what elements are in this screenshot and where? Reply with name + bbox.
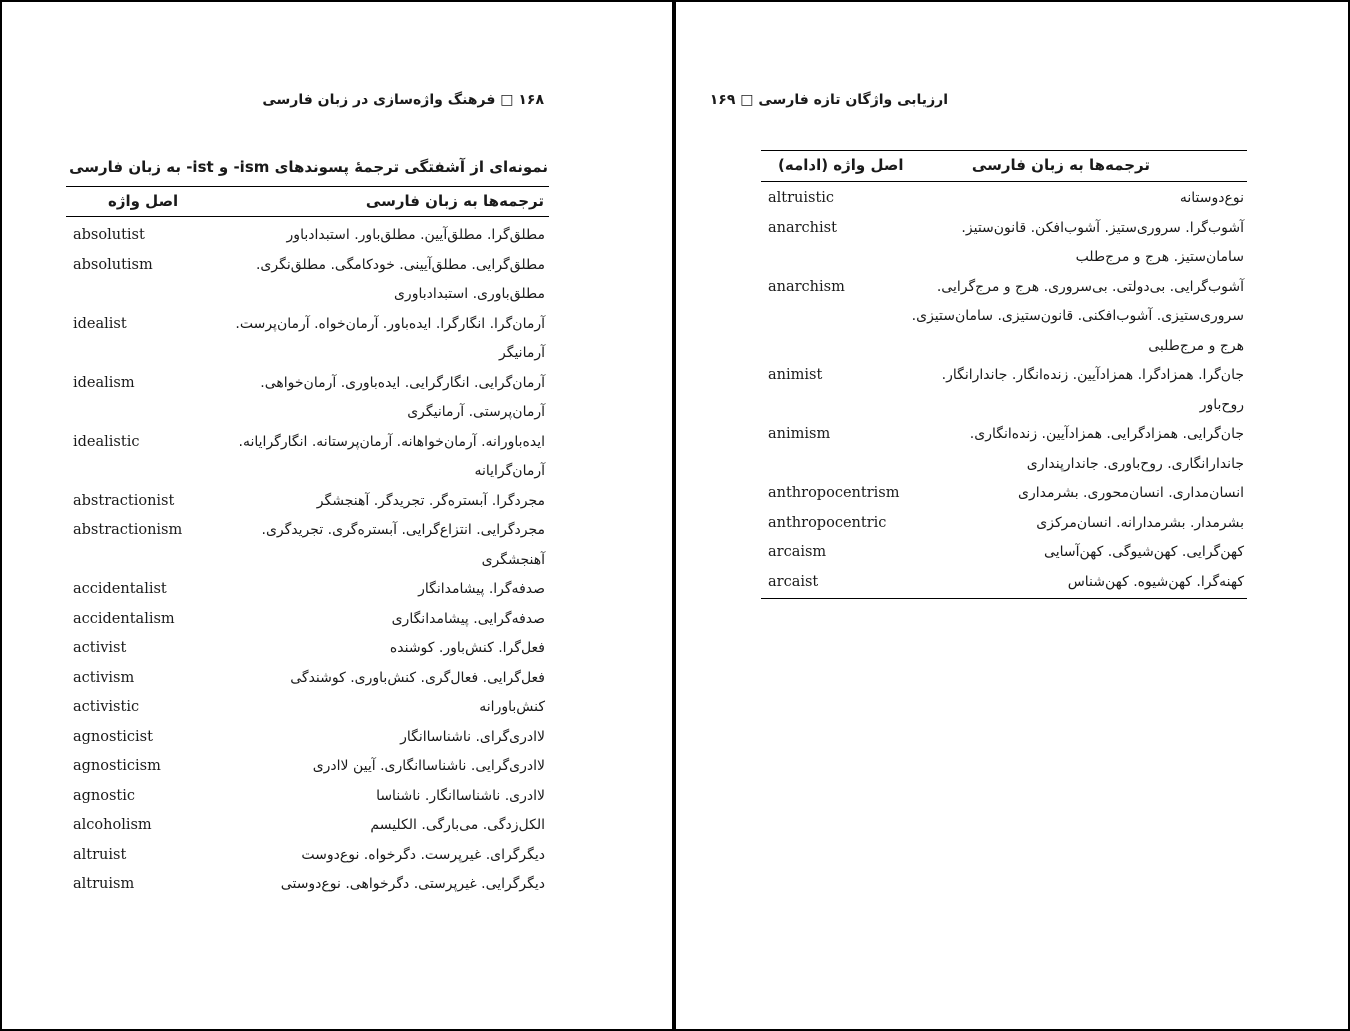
translation-line: دیگرگرای. غیرپرست. دگرخواه. نوع‌دوست xyxy=(301,846,545,863)
source-word: absolutist xyxy=(73,227,145,243)
source-word: altruist xyxy=(73,846,127,863)
translation-line: مطلق‌گرایی. مطلق‌آیینی. خودکامگی. مطلق‌نگری. xyxy=(255,256,545,273)
translation-line: آشوب‌گرایی. بی‌دولتی. بی‌سروری. هرج و مرج‌گرایی. xyxy=(936,278,1244,295)
source-word: animism xyxy=(768,426,831,442)
table-bottom-rule xyxy=(761,598,1247,599)
header-bottom-rule xyxy=(761,181,1247,182)
source-word: abstractionist xyxy=(73,492,175,509)
source-word: idealist xyxy=(73,315,127,332)
translation-line: ایده‌باورانه. آرمان‌خواهانه. آرمان‌پرستانه. انگارگرایانه. xyxy=(238,433,545,450)
persian-translations xyxy=(390,634,545,664)
translation-line: فعل‌گرا. کنش‌باور. کوشنده xyxy=(389,640,545,656)
entry-row xyxy=(768,273,1244,362)
persian-translations xyxy=(1036,509,1244,539)
persian-translations xyxy=(1018,479,1244,509)
translation-line: آرمان‌پرستی. آرمانیگری xyxy=(407,404,545,420)
source-word: anthropocentrism xyxy=(768,485,900,501)
entry-row xyxy=(73,811,545,841)
persian-translations xyxy=(912,273,1244,362)
right-entry-list xyxy=(768,184,1244,597)
entry-row xyxy=(73,605,545,635)
entry-row xyxy=(73,221,545,251)
persian-translations xyxy=(317,487,545,517)
persian-translations xyxy=(239,428,545,487)
source-word: alcoholism xyxy=(73,817,152,833)
translation-line: آرمان‌گرایانه xyxy=(474,463,545,479)
entry-row xyxy=(73,369,545,428)
right-page xyxy=(676,0,1350,1031)
persian-translations xyxy=(235,310,545,369)
entry-row xyxy=(73,575,545,605)
entry-row xyxy=(768,184,1244,214)
persian-translations xyxy=(376,782,545,812)
source-word: anthropocentric xyxy=(768,514,887,531)
source-word: accidentalism xyxy=(73,610,175,627)
entry-row xyxy=(73,723,545,753)
source-word: anarchist xyxy=(768,219,837,236)
persian-translations xyxy=(260,369,545,428)
entry-row xyxy=(73,634,545,664)
entry-row xyxy=(73,841,545,871)
col-header-source: اصل واژه (ادامه) xyxy=(778,156,904,174)
translation-line: جان‌گرا. همزادگرا. همزادآیین. زنده‌انگار. جاندارانگار. xyxy=(941,367,1244,383)
persian-translations xyxy=(1068,568,1244,598)
entry-row xyxy=(73,310,545,369)
right-running-head: ارزیابی واژگان تازه فارسی □ ۱۶۹ xyxy=(709,92,948,108)
source-word: anarchism xyxy=(768,278,845,295)
translation-line: فعل‌گرایی. فعال‌گری. کنش‌باوری. کوشندگی xyxy=(290,669,545,686)
translation-line: آهنجشگری xyxy=(481,551,545,568)
entry-row xyxy=(768,214,1244,273)
source-word: altruism xyxy=(73,876,135,892)
entry-row xyxy=(73,693,545,723)
persian-translations xyxy=(290,664,545,694)
entry-row xyxy=(768,361,1244,420)
left-running-head: ۱۶۸ □ فرهنگ واژه‌سازی در زبان فارسی xyxy=(262,92,544,108)
translation-line: آرمانیگر xyxy=(499,345,545,361)
translation-line: نوع‌دوستانه xyxy=(1179,190,1244,206)
translation-line: صدفه‌گرا. پیشامدانگار xyxy=(418,581,545,597)
table-top-rule xyxy=(761,150,1247,151)
entry-row xyxy=(73,752,545,782)
left-page xyxy=(0,0,672,1031)
translation-line: جان‌گرایی. همزادگرایی. همزادآیین. زنده‌انگاری. xyxy=(969,426,1244,442)
persian-translations xyxy=(392,605,545,635)
source-word: abstractionism xyxy=(73,522,183,538)
table-title: نمونه‌ای از آشفتگی ترجمهٔ پسوندهای ism- و ist- به زبان فارسی xyxy=(69,158,548,176)
persian-translations xyxy=(479,693,545,723)
persian-translations xyxy=(400,723,545,753)
translation-line: آشوب‌گرا. سروری‌ستیز. آشوب‌افکن. قانون‌ستیز. xyxy=(961,219,1244,236)
header-bottom-rule xyxy=(66,216,549,217)
persian-translations xyxy=(970,420,1244,479)
translation-line: لاادری‌گرایی. ناشناساانگاری. آیین لاادری xyxy=(312,758,545,774)
translation-line: کهنه‌گرا. کهن‌شیوه. کهن‌شناس xyxy=(1067,573,1244,590)
entry-row xyxy=(73,251,545,310)
source-word: idealistic xyxy=(73,433,140,450)
translation-line: الکل‌زدگی. می‌بارگی. الکلیسم xyxy=(370,817,545,833)
col-header-persian: ترجمه‌ها به زبان فارسی xyxy=(365,192,544,210)
translation-line: مطلق‌گرا. مطلق‌آیین. مطلق‌باور. استبدادباور xyxy=(286,227,545,243)
entry-row xyxy=(73,782,545,812)
translation-line: بشرمدار. بشرمدارانه. انسان‌مرکزی xyxy=(1036,514,1244,531)
translation-line: انسان‌مداری. انسان‌محوری. بشرمداری xyxy=(1018,485,1244,501)
source-word: absolutism xyxy=(73,256,153,273)
persian-translations xyxy=(256,251,545,310)
persian-translations xyxy=(1044,538,1244,568)
source-word: idealism xyxy=(73,374,135,391)
source-word: arcaism xyxy=(768,544,827,560)
persian-translations xyxy=(313,752,545,782)
source-word: agnosticist xyxy=(73,728,153,745)
source-word: altruistic xyxy=(768,190,835,206)
translation-line: لاادری. ناشناساانگار. ناشناسا xyxy=(376,787,545,804)
translation-line: دیگرگرایی. غیرپرستی. دگرخواهی. نوع‌دوستی xyxy=(280,876,545,892)
entry-row xyxy=(768,420,1244,479)
persian-translations xyxy=(262,516,545,575)
persian-translations xyxy=(418,575,545,605)
translation-line: لاادری‌گرای. ناشناساانگار xyxy=(400,728,545,745)
entry-row xyxy=(73,487,545,517)
left-entry-list xyxy=(73,221,545,900)
source-word: activist xyxy=(73,640,127,656)
entry-row xyxy=(768,509,1244,539)
persian-translations xyxy=(961,214,1244,273)
source-word: accidentalist xyxy=(73,581,167,597)
source-word: agnostic xyxy=(73,787,136,804)
entry-row xyxy=(768,568,1244,598)
persian-translations xyxy=(301,841,545,871)
persian-translations xyxy=(942,361,1244,420)
source-word: arcaist xyxy=(768,573,819,590)
entry-row xyxy=(768,538,1244,568)
translation-line: روح‌باور xyxy=(1199,396,1244,413)
translation-line: کنش‌باورانه xyxy=(479,699,545,715)
persian-translations xyxy=(370,811,545,841)
translation-line: سروری‌ستیزی. آشوب‌افکنی. قانون‌ستیزی. سامان‌ستیزی. xyxy=(911,308,1244,324)
source-word: activism xyxy=(73,669,135,686)
translation-line: آرمان‌گرا. انگارگرا. ایده‌باور. آرمان‌خواه. آرمان‌پرست. xyxy=(235,315,545,332)
col-header-persian: ترجمه‌ها به زبان فارسی xyxy=(971,156,1150,174)
translation-line: کهن‌گرایی. کهن‌شیوگی. کهن‌آسایی xyxy=(1044,544,1244,560)
translation-line: سامان‌ستیز. هرج و مرج‌طلب xyxy=(1075,249,1244,265)
source-word: animist xyxy=(768,367,823,383)
persian-translations xyxy=(287,221,545,251)
translation-line: آرمان‌گرایی. انگارگرایی. ایده‌باوری. آرمان‌خواهی. xyxy=(260,374,545,391)
entry-row xyxy=(768,479,1244,509)
entry-row xyxy=(73,664,545,694)
translation-line: جاندارانگاری. روح‌باوری. جاندارپنداری xyxy=(1026,455,1244,472)
translation-line: مجردگرا. آبسترە‌گر. تجریدگر. آهنجشگر xyxy=(316,492,545,509)
translation-line: مطلق‌باوری. استبدادباوری xyxy=(393,286,545,302)
entry-row xyxy=(73,870,545,900)
entry-row xyxy=(73,428,545,487)
persian-translations xyxy=(1180,184,1244,214)
col-header-source: اصل واژه xyxy=(108,192,179,210)
translation-line: صدفه‌گرایی. پیشامدانگاری xyxy=(391,610,545,627)
source-word: agnosticism xyxy=(73,758,161,774)
persian-translations xyxy=(281,870,545,900)
source-word: activistic xyxy=(73,699,140,715)
translation-line: مجردگرایی. انتزاع‌گرایی. آبسترە‌گری. تجریدگری. xyxy=(261,522,545,538)
entry-row xyxy=(73,516,545,575)
translation-line: هرج و مرج‌طلبی xyxy=(1148,337,1244,354)
table-top-rule xyxy=(66,186,549,187)
